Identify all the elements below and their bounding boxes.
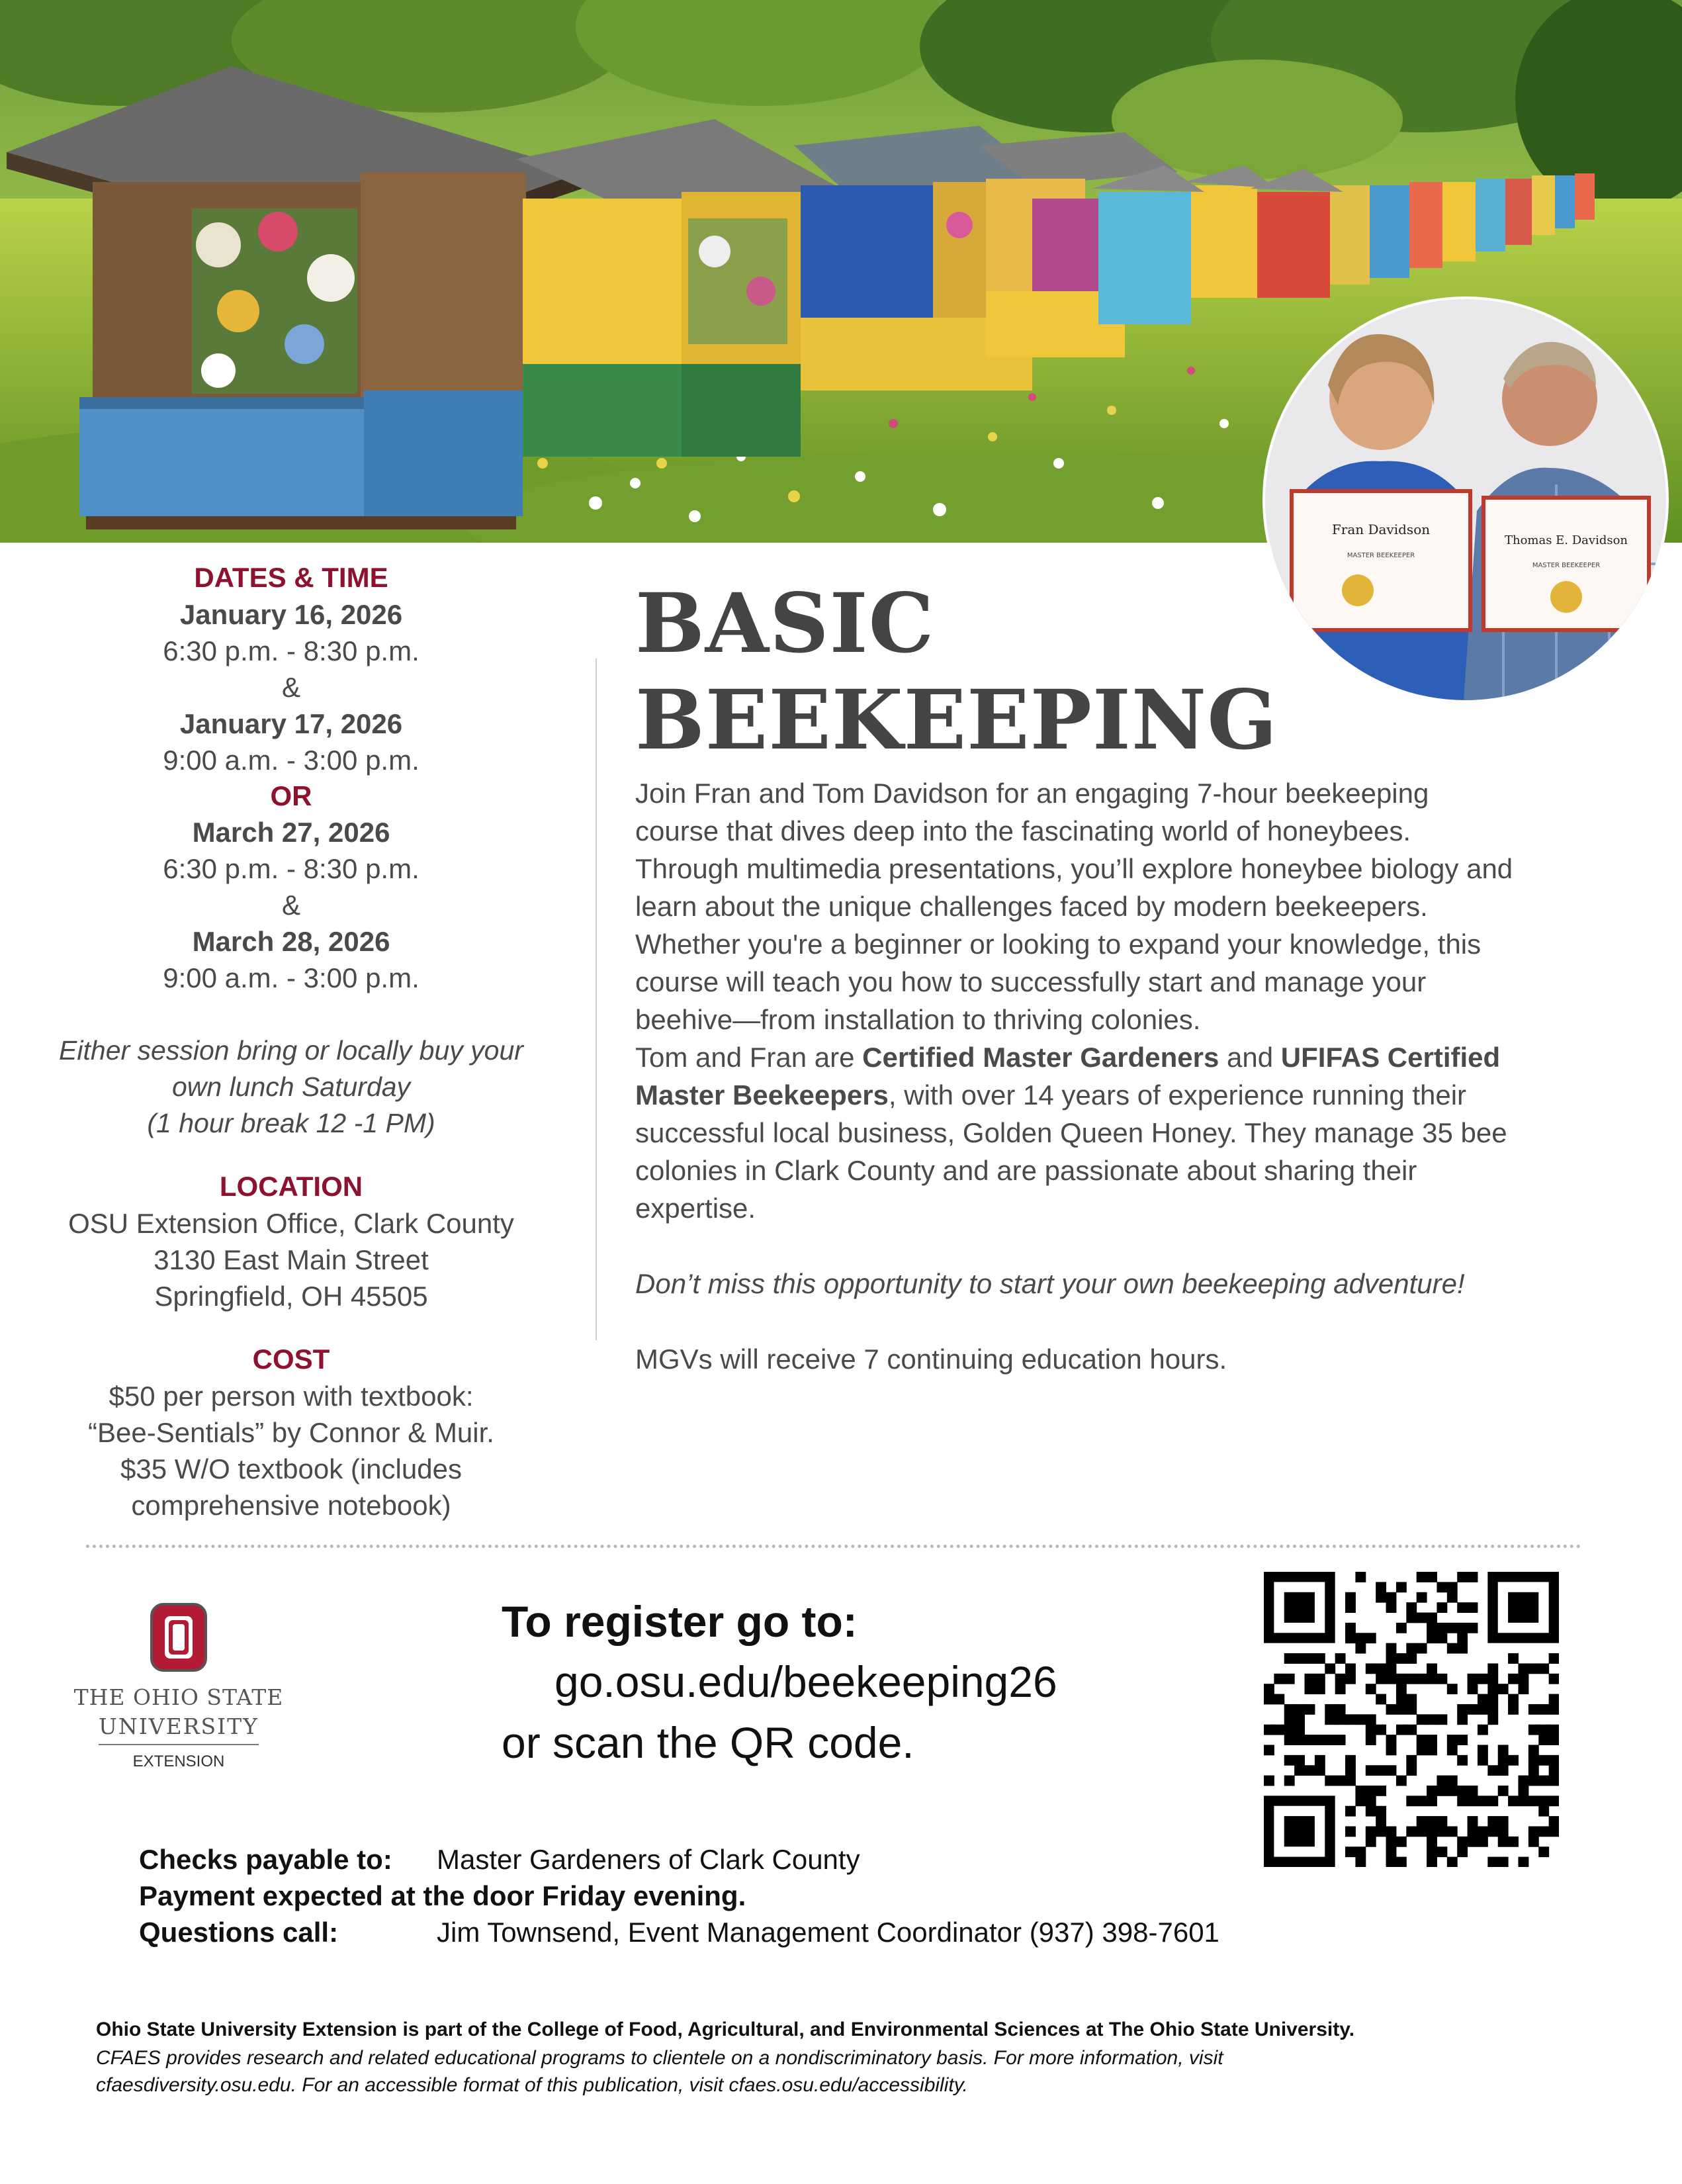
mgv-hours: MGVs will receive 7 continuing education hours.: [635, 1343, 1227, 1375]
column-divider: [596, 659, 597, 1340]
session1-amp: &: [281, 672, 300, 703]
description-p3: Tom and Fran are Certified Master Gardeners and UFIFAS Certified Master Beekeepers, with over 14 years of experience running their successful local business, Golden Queen Honey. They manage 35 bee colonies in Clark County and are passionate about sharing their expertise.: [635, 1042, 1507, 1224]
footer-nondiscrimination-2: cfaesdiversity.osu.edu. For an accessible format of this publication, visit cfaes.osu.edu/accessibility.: [96, 2074, 968, 2096]
course-description: [635, 774, 1515, 1378]
cost-line-2: “Bee-Sentials” by Connor & Muir.: [88, 1417, 494, 1448]
certified-master-gardeners: Certified Master Gardeners: [862, 1042, 1219, 1073]
questions-label: Questions call:: [139, 1917, 339, 1948]
block-o-icon: [149, 1602, 208, 1673]
lunch-note-2: own lunch Saturday: [171, 1071, 411, 1102]
logo-line-1: THE OHIO STATE: [73, 1684, 284, 1710]
session1-date2: January 17, 2026: [179, 708, 403, 739]
event-details-column: [40, 559, 543, 1524]
logo-line-3: EXTENSION: [132, 1752, 225, 1770]
location-heading: LOCATION: [219, 1171, 363, 1202]
svg-text:MASTER BEEKEEPER: MASTER BEEKEEPER: [1532, 562, 1601, 569]
payment-info: [139, 1841, 1219, 1950]
registration-block: [502, 1592, 1229, 1773]
dotted-separator: [86, 1545, 1581, 1548]
session1-date1: January 16, 2026: [179, 599, 403, 630]
session2-time2: 9:00 a.m. - 3:00 p.m.: [163, 962, 420, 993]
scan-qr-text: or scan the QR code.: [502, 1718, 914, 1767]
cost-line-4: comprehensive notebook): [131, 1490, 451, 1521]
footer-nondiscrimination-1: CFAES provides research and related educational programs to clientele on a nondiscriminatory basis. For more information, visit: [96, 2047, 1223, 2069]
lunch-note-3: (1 hour break 12 -1 PM): [147, 1108, 435, 1138]
location-line-1: OSU Extension Office, Clark County: [68, 1208, 514, 1239]
logo-line-2: UNIVERSITY: [99, 1712, 259, 1745]
description-p1: Join Fran and Tom Davidson for an engaging 7-hour beekeeping course that dives deep into the fascinating world of honeybees. Through multimedia presentations, you’ll explore honeybee biology and learn about the unique challenges faced by modern beekeepers.: [635, 778, 1513, 922]
location-line-2: 3130 East Main Street: [154, 1244, 429, 1275]
questions-value: Jim Townsend, Event Management Coordinator (937) 398-7601: [437, 1917, 1219, 1948]
session1-time2: 9:00 a.m. - 3:00 p.m.: [163, 745, 420, 776]
footer-statement: Ohio State University Extension is part of the College of Food, Agricultural, and Environmental Sciences at The Ohio State University.: [96, 2019, 1355, 2040]
svg-text:MASTER BEEKEEPER: MASTER BEEKEEPER: [1347, 552, 1415, 559]
title-line-2: BEEKEEPING: [635, 672, 1278, 768]
footer: [96, 2015, 1618, 2099]
cost-heading: COST: [252, 1343, 330, 1375]
session1-time1: 6:30 p.m. - 8:30 p.m.: [163, 635, 420, 666]
description-cta: Don’t miss this opportunity to start your own beekeeping adventure!: [635, 1268, 1465, 1299]
page-title: [635, 576, 1278, 769]
register-heading: To register go to:: [502, 1597, 858, 1646]
or-divider: OR: [270, 780, 312, 811]
register-link[interactable]: go.osu.edu/beekeeping26: [554, 1657, 1057, 1706]
qr-code[interactable]: [1264, 1572, 1559, 1867]
osu-extension-logo: [66, 1602, 291, 1787]
certificate-name-tom: Thomas E. Davidson: [1504, 533, 1628, 547]
dates-heading: DATES & TIME: [194, 562, 388, 593]
session2-time1: 6:30 p.m. - 8:30 p.m.: [163, 853, 420, 884]
payment-note: Payment expected at the door Friday evening.: [139, 1880, 746, 1911]
checks-value: Master Gardeners of Clark County: [437, 1844, 860, 1875]
certificate-name-fran: Fran Davidson: [1331, 522, 1431, 537]
cost-line-1: $50 per person with textbook:: [109, 1381, 474, 1412]
lunch-note-1: Either session bring or locally buy your: [59, 1035, 523, 1066]
session2-date2: March 28, 2026: [192, 926, 390, 957]
checks-label: Checks payable to:: [139, 1844, 392, 1875]
session2-amp: &: [281, 889, 300, 921]
ufifas-beekeepers: UFIFAS Certified Master Beekeepers: [635, 1042, 1501, 1111]
description-p2: Whether you're a beginner or looking to expand your knowledge, this course will teach you how to successfully start and manage your beehive—from installation to thriving colonies.: [635, 929, 1482, 1035]
session2-date1: March 27, 2026: [192, 817, 390, 848]
title-line-1: BASIC: [635, 576, 935, 672]
instructors-photo: [1265, 299, 1666, 700]
location-line-3: Springfield, OH 45505: [154, 1281, 428, 1312]
cost-line-3: $35 W/O textbook (includes: [120, 1453, 462, 1484]
